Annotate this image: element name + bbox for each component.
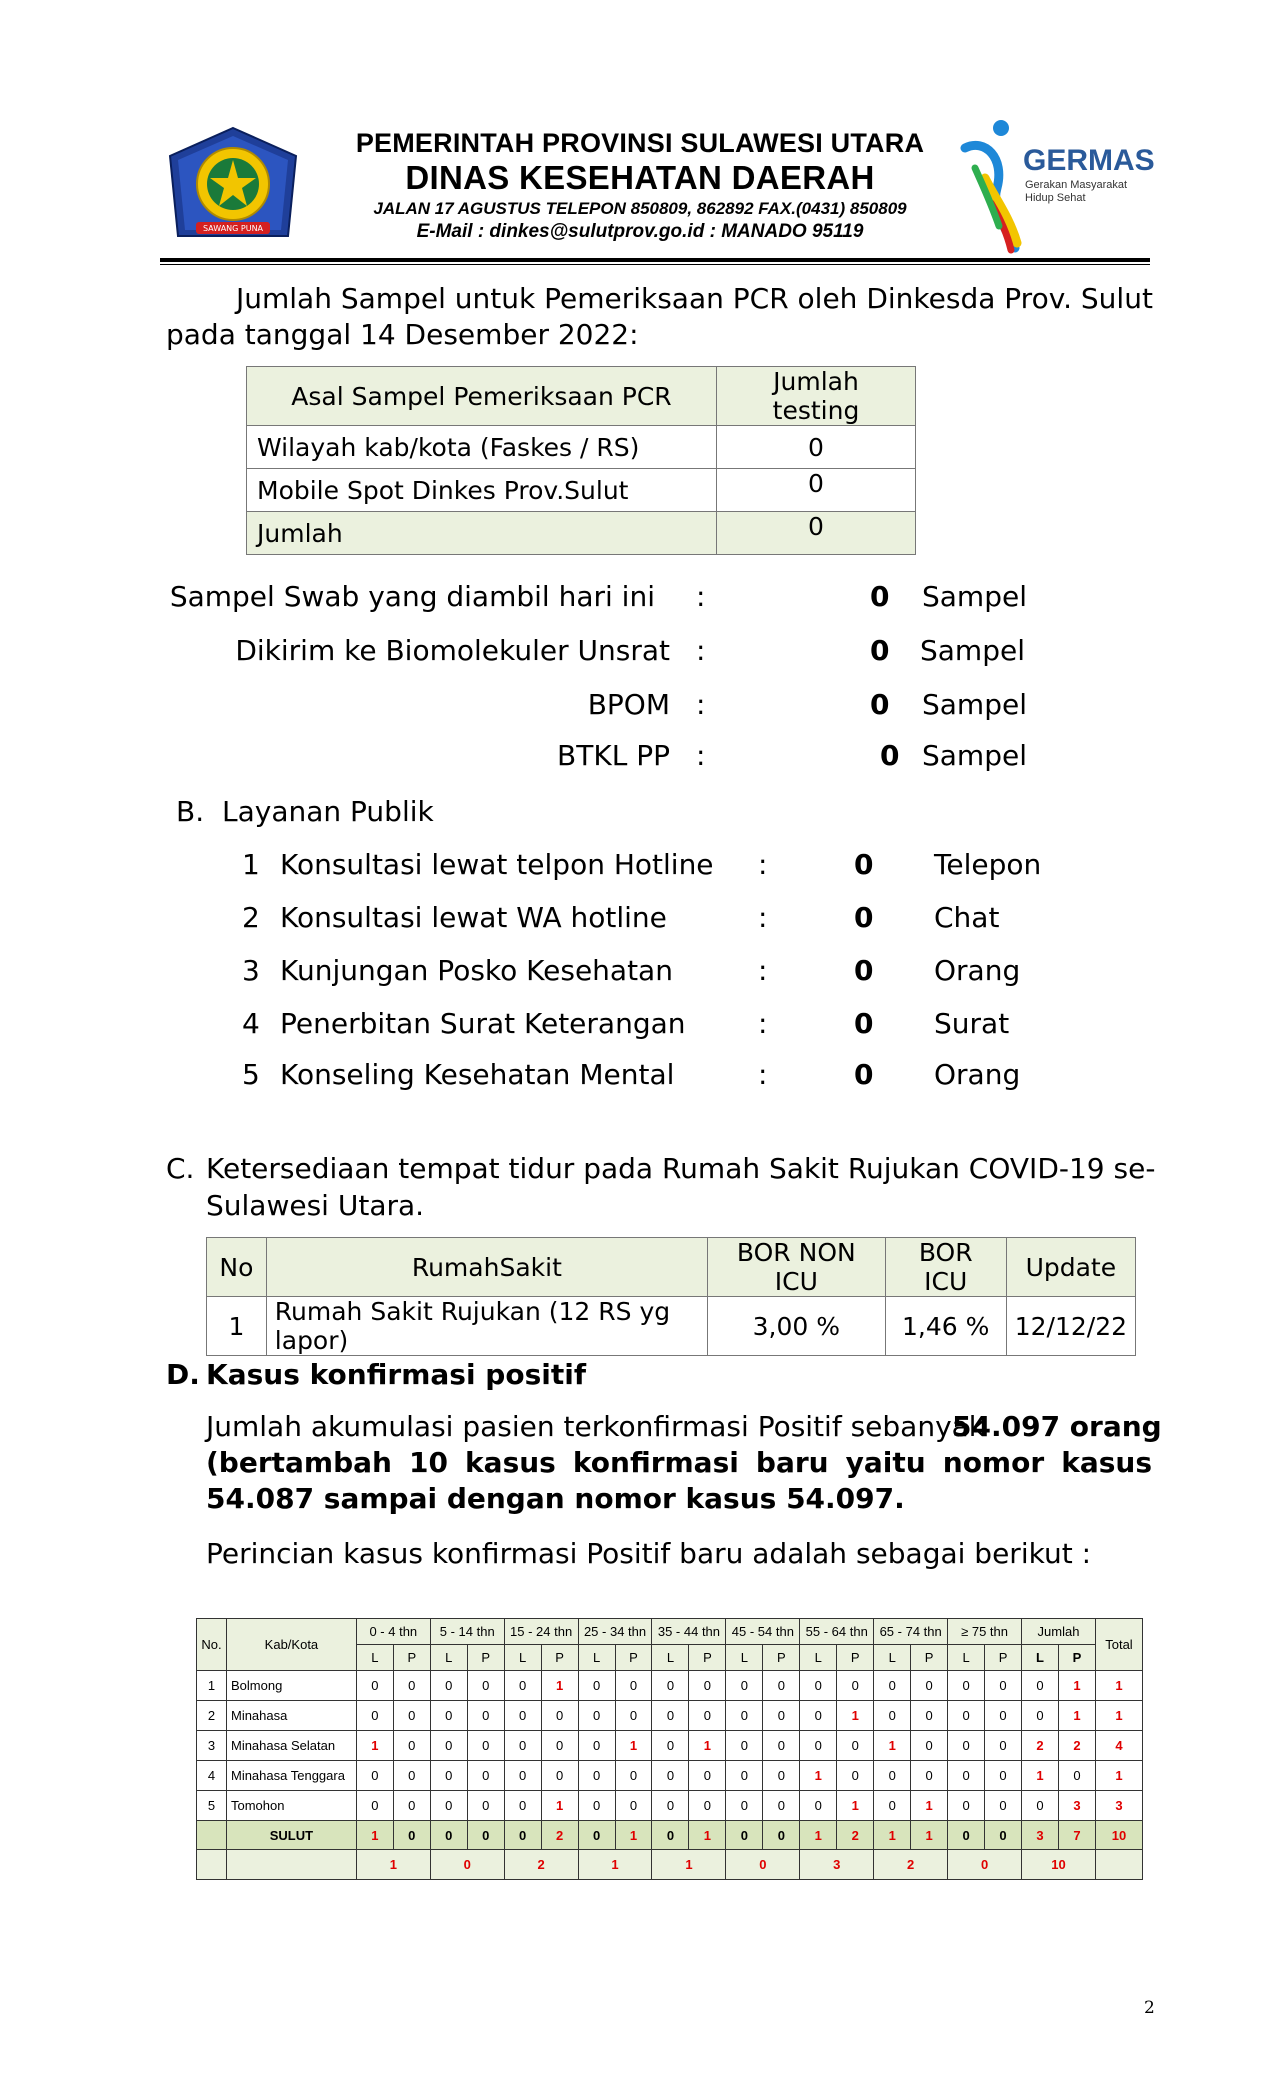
case-row-value: 0: [1058, 1761, 1095, 1791]
case-header-l: L: [800, 1645, 837, 1671]
section-c-line-1: Ketersediaan tempat tidur pada Rumah Sakit Rujukan COVID-19 se-: [206, 1152, 1156, 1185]
service-colon: :: [758, 1007, 768, 1040]
service-label: Konsultasi lewat WA hotline: [280, 901, 667, 934]
service-value: 0: [854, 954, 874, 987]
bor-header-icu: BOR ICU: [885, 1238, 1006, 1297]
case-sulut-value: 0: [578, 1821, 615, 1850]
case-row-value: 0: [837, 1761, 874, 1791]
case-table-row: [197, 1791, 1143, 1821]
case-header-age-group: 35 - 44 thn: [652, 1619, 726, 1645]
case-sulut-value: 3: [1022, 1821, 1059, 1850]
bor-cell-update: 12/12/22: [1006, 1297, 1135, 1356]
case-row-value: 0: [911, 1701, 948, 1731]
case-header-p: P: [393, 1645, 430, 1671]
sample-value: 0: [870, 634, 890, 667]
case-header-age-group: Jumlah: [1022, 1619, 1096, 1645]
case-row-value: 0: [467, 1701, 504, 1731]
service-no: 5: [242, 1058, 260, 1091]
case-sulut-value: 1: [874, 1821, 911, 1850]
section-c-line-2: Sulawesi Utara.: [206, 1189, 425, 1222]
case-group-total: 2: [504, 1850, 578, 1880]
case-row-value: 0: [615, 1671, 652, 1701]
case-row-value: 0: [615, 1761, 652, 1791]
case-row-value: 0: [763, 1701, 800, 1731]
header-rule-thin: [160, 264, 1150, 265]
service-unit: Orang: [934, 1058, 1021, 1091]
case-row-value: 0: [689, 1671, 726, 1701]
case-sulut-value: 0: [726, 1821, 763, 1850]
case-row-no: 4: [197, 1761, 227, 1791]
case-group-total: 10: [1022, 1850, 1096, 1880]
case-row-value: 0: [948, 1731, 985, 1761]
pcr-header-count: Jumlah testing: [717, 367, 916, 426]
case-row-value: 0: [504, 1731, 541, 1761]
case-header-kabkota: Kab/Kota: [226, 1619, 356, 1671]
case-row-kabkota: Minahasa Tenggara: [226, 1761, 356, 1791]
case-row-value: 0: [504, 1761, 541, 1791]
case-row-value: 0: [948, 1701, 985, 1731]
case-table-row: [197, 1671, 1143, 1701]
section-d-marker: D.: [166, 1358, 200, 1391]
case-table-row: [197, 1701, 1143, 1731]
case-header-age-group: 5 - 14 thn: [430, 1619, 504, 1645]
case-row-value: 0: [652, 1791, 689, 1821]
case-row-value: 0: [578, 1761, 615, 1791]
case-row-value: 0: [874, 1701, 911, 1731]
case-header-total: Total: [1095, 1619, 1142, 1671]
case-row-value: 0: [430, 1731, 467, 1761]
case-row-value: 0: [800, 1731, 837, 1761]
bor-header-update: Update: [1006, 1238, 1135, 1297]
service-colon: :: [758, 901, 768, 934]
case-row-value: 0: [726, 1701, 763, 1731]
case-total-blank: [1095, 1850, 1142, 1880]
bor-cell-icu: 1,46 %: [885, 1297, 1006, 1356]
case-group-total: 3: [800, 1850, 874, 1880]
case-sulut-value: 0: [504, 1821, 541, 1850]
case-table-sulut-row: [197, 1821, 1143, 1850]
intro-line-2: pada tanggal 14 Desember 2022:: [166, 318, 639, 351]
case-total-blank: [226, 1850, 356, 1880]
case-row-value: 0: [467, 1761, 504, 1791]
case-row-value: 0: [763, 1761, 800, 1791]
intro-line-1: Jumlah Sampel untuk Pemeriksaan PCR oleh Dinkesda Prov. Sulut: [236, 282, 1153, 315]
case-row-value: 0: [393, 1671, 430, 1701]
case-row-total: 1: [1095, 1761, 1142, 1791]
case-row-value: 0: [689, 1701, 726, 1731]
pcr-total-label: Jumlah: [247, 512, 717, 555]
case-sulut-value: 2: [837, 1821, 874, 1850]
case-row-no: 5: [197, 1791, 227, 1821]
case-header-l: L: [356, 1645, 393, 1671]
case-row-value: 0: [911, 1671, 948, 1701]
case-sulut-value: 0: [948, 1821, 985, 1850]
bor-cell-no: 1: [207, 1297, 267, 1356]
case-row-value: 0: [430, 1761, 467, 1791]
case-row-value: 0: [837, 1671, 874, 1701]
case-total-blank: [197, 1850, 227, 1880]
germas-brand: GERMAS: [1023, 144, 1155, 177]
case-row-value: 1: [1058, 1701, 1095, 1731]
case-header-l: L: [874, 1645, 911, 1671]
case-row-value: 0: [467, 1791, 504, 1821]
case-row-value: 0: [393, 1761, 430, 1791]
case-row-value: 0: [467, 1731, 504, 1761]
case-row-kabkota: Tomohon: [226, 1791, 356, 1821]
case-sulut-value: 0: [393, 1821, 430, 1850]
case-header-l: L: [1022, 1645, 1059, 1671]
service-unit: Orang: [934, 954, 1021, 987]
case-row-value: 0: [541, 1731, 578, 1761]
sample-label: BTKL PP: [557, 739, 670, 772]
service-label: Konsultasi lewat telpon Hotline: [280, 848, 714, 881]
case-row-value: 1: [356, 1731, 393, 1761]
germas-tagline-2: Hidup Sehat: [1025, 192, 1086, 204]
case-sulut-value: 0: [763, 1821, 800, 1850]
case-row-total: 1: [1095, 1701, 1142, 1731]
case-header-p: P: [837, 1645, 874, 1671]
province-emblem-logo: [166, 126, 300, 250]
sample-value: 0: [870, 688, 890, 721]
case-row-value: 1: [911, 1791, 948, 1821]
case-row-value: 0: [726, 1791, 763, 1821]
letterhead-address: JALAN 17 AGUSTUS TELEPON 850809, 862892 FAX.(0431) 850809: [373, 199, 907, 218]
sample-colon: :: [696, 739, 706, 772]
case-group-total: 1: [652, 1850, 726, 1880]
case-row-value: 1: [837, 1791, 874, 1821]
case-row-total: 4: [1095, 1731, 1142, 1761]
case-row-value: 0: [356, 1671, 393, 1701]
case-group-total: 0: [726, 1850, 800, 1880]
service-no: 2: [242, 901, 260, 934]
case-row-value: 0: [763, 1731, 800, 1761]
service-no: 1: [242, 848, 260, 881]
case-row-no: 3: [197, 1731, 227, 1761]
case-row-kabkota: Bolmong: [226, 1671, 356, 1701]
case-header-l: L: [578, 1645, 615, 1671]
letterhead-agency: DINAS KESEHATAN DAERAH: [405, 159, 875, 196]
case-header-l: L: [504, 1645, 541, 1671]
service-label: Penerbitan Surat Keterangan: [280, 1007, 686, 1040]
pcr-row-value: 0: [717, 426, 916, 469]
case-row-value: 0: [652, 1761, 689, 1791]
case-row-value: 0: [356, 1701, 393, 1731]
case-header-age-group: 25 - 34 thn: [578, 1619, 652, 1645]
case-row-value: 0: [837, 1731, 874, 1761]
case-row-value: 1: [541, 1671, 578, 1701]
case-group-total: 1: [578, 1850, 652, 1880]
case-header-l: L: [948, 1645, 985, 1671]
case-table-header-row: [197, 1619, 1143, 1645]
case-header-age-group: 0 - 4 thn: [356, 1619, 430, 1645]
case-row-value: 0: [800, 1791, 837, 1821]
case-row-value: 1: [837, 1701, 874, 1731]
germas-logo: [955, 108, 1155, 258]
case-sulut-total: 10: [1095, 1821, 1142, 1850]
breakdown-intro: Perincian kasus konfirmasi Positif baru adalah sebagai berikut :: [206, 1537, 1092, 1570]
service-label: Konseling Kesehatan Mental: [280, 1058, 675, 1091]
positive-cases-line-2: (bertambah 10 kasus konfirmasi baru yaitu nomor kasus: [206, 1446, 1152, 1479]
case-row-value: 0: [393, 1701, 430, 1731]
case-header-l: L: [652, 1645, 689, 1671]
service-colon: :: [758, 848, 768, 881]
case-row-value: 0: [578, 1791, 615, 1821]
case-table-row: [197, 1761, 1143, 1791]
pcr-row-value: 0: [717, 469, 916, 512]
service-value: 0: [854, 901, 874, 934]
case-row-kabkota: Minahasa Selatan: [226, 1731, 356, 1761]
bor-header-no: No: [207, 1238, 267, 1297]
case-row-value: 0: [615, 1701, 652, 1731]
case-row-value: 0: [652, 1701, 689, 1731]
case-row-value: 0: [393, 1731, 430, 1761]
case-table-group-totals-row: [197, 1850, 1143, 1880]
case-row-value: 1: [874, 1731, 911, 1761]
case-sulut-value: 1: [689, 1821, 726, 1850]
pcr-row-label: Mobile Spot Dinkes Prov.Sulut: [247, 469, 717, 512]
case-sulut-value: 0: [467, 1821, 504, 1850]
case-header-p: P: [615, 1645, 652, 1671]
service-value: 0: [854, 1058, 874, 1091]
germas-tagline-1: Gerakan Masyarakat: [1025, 179, 1128, 191]
positive-cases-line-3: 54.087 sampai dengan nomor kasus 54.097.: [206, 1482, 905, 1515]
section-b-title: Layanan Publik: [222, 795, 434, 828]
sample-label: Sampel Swab yang diambil hari ini: [169, 580, 655, 613]
case-header-l: L: [430, 1645, 467, 1671]
case-header-p: P: [467, 1645, 504, 1671]
case-row-value: 0: [1022, 1701, 1059, 1731]
case-row-value: 0: [356, 1761, 393, 1791]
letterhead-email: E-Mail : dinkes@sulutprov.go.id : MANADO 95119: [416, 221, 864, 242]
sample-value: 0: [880, 739, 900, 772]
case-row-value: 0: [874, 1791, 911, 1821]
case-group-total: 2: [874, 1850, 948, 1880]
section-c-marker: C.: [166, 1152, 195, 1185]
case-row-value: 0: [800, 1701, 837, 1731]
case-header-p: P: [541, 1645, 578, 1671]
case-header-age-group: 45 - 54 thn: [726, 1619, 800, 1645]
case-sulut-value: 7: [1058, 1821, 1095, 1850]
case-group-total: 1: [356, 1850, 430, 1880]
case-sulut-label: SULUT: [226, 1821, 356, 1850]
case-row-value: 0: [985, 1701, 1022, 1731]
sample-colon: :: [696, 634, 706, 667]
sample-unit: Sampel: [920, 634, 1025, 667]
case-row-value: 0: [541, 1701, 578, 1731]
service-value: 0: [854, 1007, 874, 1040]
case-row-value: 0: [430, 1671, 467, 1701]
case-row-value: 0: [1022, 1791, 1059, 1821]
sample-colon: :: [696, 688, 706, 721]
pcr-sample-table: [246, 366, 916, 555]
section-b-marker: B.: [176, 795, 205, 828]
case-row-value: 0: [874, 1671, 911, 1701]
case-row-value: 0: [578, 1671, 615, 1701]
case-sulut-value: 0: [985, 1821, 1022, 1850]
case-sulut-value: 2: [541, 1821, 578, 1850]
sample-label: BPOM: [587, 688, 670, 721]
sample-unit: Sampel: [922, 688, 1027, 721]
case-row-value: 0: [985, 1671, 1022, 1701]
case-row-value: 2: [1022, 1731, 1059, 1761]
case-row-value: 0: [467, 1671, 504, 1701]
service-colon: :: [758, 954, 768, 987]
case-row-value: 0: [726, 1671, 763, 1701]
case-row-value: 0: [1022, 1671, 1059, 1701]
case-row-value: 0: [541, 1761, 578, 1791]
case-row-value: 0: [726, 1761, 763, 1791]
case-row-value: 0: [726, 1731, 763, 1761]
case-row-no: 2: [197, 1701, 227, 1731]
case-row-value: 1: [615, 1731, 652, 1761]
case-row-value: 1: [1022, 1761, 1059, 1791]
emblem-caption: SAWANG PUNA: [202, 224, 264, 233]
pcr-total-value: 0: [717, 512, 916, 555]
case-row-kabkota: Minahasa: [226, 1701, 356, 1731]
bed-occupancy-table: [206, 1237, 1136, 1356]
case-sulut-value: 1: [800, 1821, 837, 1850]
case-row-value: 0: [689, 1791, 726, 1821]
case-header-p: P: [689, 1645, 726, 1671]
case-header-age-group: 55 - 64 thn: [800, 1619, 874, 1645]
service-value: 0: [854, 848, 874, 881]
header-rule: [160, 258, 1150, 262]
service-no: 3: [242, 954, 260, 987]
case-row-value: 3: [1058, 1791, 1095, 1821]
section-d-title: Kasus konfirmasi positif: [206, 1358, 586, 1391]
case-row-total: 1: [1095, 1671, 1142, 1701]
page-number: 2: [1144, 1998, 1155, 2018]
positive-cases-text: Jumlah akumulasi pasien terkonfirmasi Positif sebanyak: [206, 1410, 986, 1443]
positive-cases-total: 54.097 orang: [952, 1410, 1162, 1443]
case-sulut-no: [197, 1821, 227, 1850]
case-header-p: P: [1058, 1645, 1095, 1671]
pcr-header-source: Asal Sampel Pemeriksaan PCR: [247, 367, 717, 426]
case-row-value: 2: [1058, 1731, 1095, 1761]
case-group-total: 0: [430, 1850, 504, 1880]
sample-colon: :: [696, 580, 706, 613]
case-row-value: 0: [985, 1761, 1022, 1791]
sample-label: Dikirim ke Biomolekuler Unsrat: [235, 634, 670, 667]
case-group-total: 0: [948, 1850, 1022, 1880]
case-row-value: 0: [430, 1701, 467, 1731]
case-header-age-group: 65 - 74 thn: [874, 1619, 948, 1645]
case-sulut-value: 1: [356, 1821, 393, 1850]
case-row-value: 0: [985, 1731, 1022, 1761]
bor-cell-hospital: Rumah Sakit Rujukan (12 RS yg lapor): [266, 1297, 707, 1356]
bor-cell-non-icu: 3,00 %: [707, 1297, 885, 1356]
service-unit: Telepon: [934, 848, 1042, 881]
case-header-p: P: [985, 1645, 1022, 1671]
case-row-value: 0: [689, 1761, 726, 1791]
case-row-value: 0: [874, 1761, 911, 1791]
case-breakdown-table: [196, 1618, 1143, 1880]
case-header-age-group: ≥ 75 thn: [948, 1619, 1022, 1645]
sample-unit: Sampel: [922, 580, 1027, 613]
bor-header-hospital: RumahSakit: [266, 1238, 707, 1297]
case-row-value: 0: [911, 1761, 948, 1791]
case-row-value: 0: [430, 1791, 467, 1821]
sample-unit: Sampel: [922, 739, 1027, 772]
pcr-row-label: Wilayah kab/kota (Faskes / RS): [247, 426, 717, 469]
case-row-value: 0: [948, 1791, 985, 1821]
case-row-value: 0: [393, 1791, 430, 1821]
case-row-value: 0: [504, 1791, 541, 1821]
case-row-value: 0: [800, 1671, 837, 1701]
case-row-value: 0: [578, 1701, 615, 1731]
bor-header-non-icu: BOR NON ICU: [707, 1238, 885, 1297]
case-row-value: 0: [504, 1701, 541, 1731]
case-row-no: 1: [197, 1671, 227, 1701]
case-table-row: [197, 1731, 1143, 1761]
service-unit: Surat: [934, 1007, 1010, 1040]
service-label: Kunjungan Posko Kesehatan: [280, 954, 673, 987]
case-row-value: 1: [800, 1761, 837, 1791]
case-row-value: 0: [504, 1671, 541, 1701]
case-row-total: 3: [1095, 1791, 1142, 1821]
case-sulut-value: 1: [911, 1821, 948, 1850]
case-row-value: 0: [578, 1731, 615, 1761]
service-unit: Chat: [934, 901, 1000, 934]
letterhead: [300, 128, 980, 243]
case-row-value: 1: [1058, 1671, 1095, 1701]
case-header-p: P: [911, 1645, 948, 1671]
case-row-value: 0: [763, 1791, 800, 1821]
case-sulut-value: 0: [430, 1821, 467, 1850]
case-sulut-value: 0: [652, 1821, 689, 1850]
service-no: 4: [242, 1007, 260, 1040]
case-row-value: 1: [541, 1791, 578, 1821]
case-row-value: 0: [911, 1731, 948, 1761]
case-header-p: P: [763, 1645, 800, 1671]
case-header-no: No.: [197, 1619, 227, 1671]
case-row-value: 0: [948, 1671, 985, 1701]
case-row-value: 0: [948, 1761, 985, 1791]
case-row-value: 0: [985, 1791, 1022, 1821]
case-header-age-group: 15 - 24 thn: [504, 1619, 578, 1645]
case-sulut-value: 1: [615, 1821, 652, 1850]
service-colon: :: [758, 1058, 768, 1091]
case-row-value: 0: [615, 1791, 652, 1821]
case-row-value: 0: [763, 1671, 800, 1701]
sample-value: 0: [870, 580, 890, 613]
case-row-value: 0: [652, 1731, 689, 1761]
letterhead-government: PEMERINTAH PROVINSI SULAWESI UTARA: [355, 128, 925, 158]
case-header-l: L: [726, 1645, 763, 1671]
case-row-value: 0: [356, 1791, 393, 1821]
case-row-value: 1: [689, 1731, 726, 1761]
case-row-value: 0: [652, 1671, 689, 1701]
